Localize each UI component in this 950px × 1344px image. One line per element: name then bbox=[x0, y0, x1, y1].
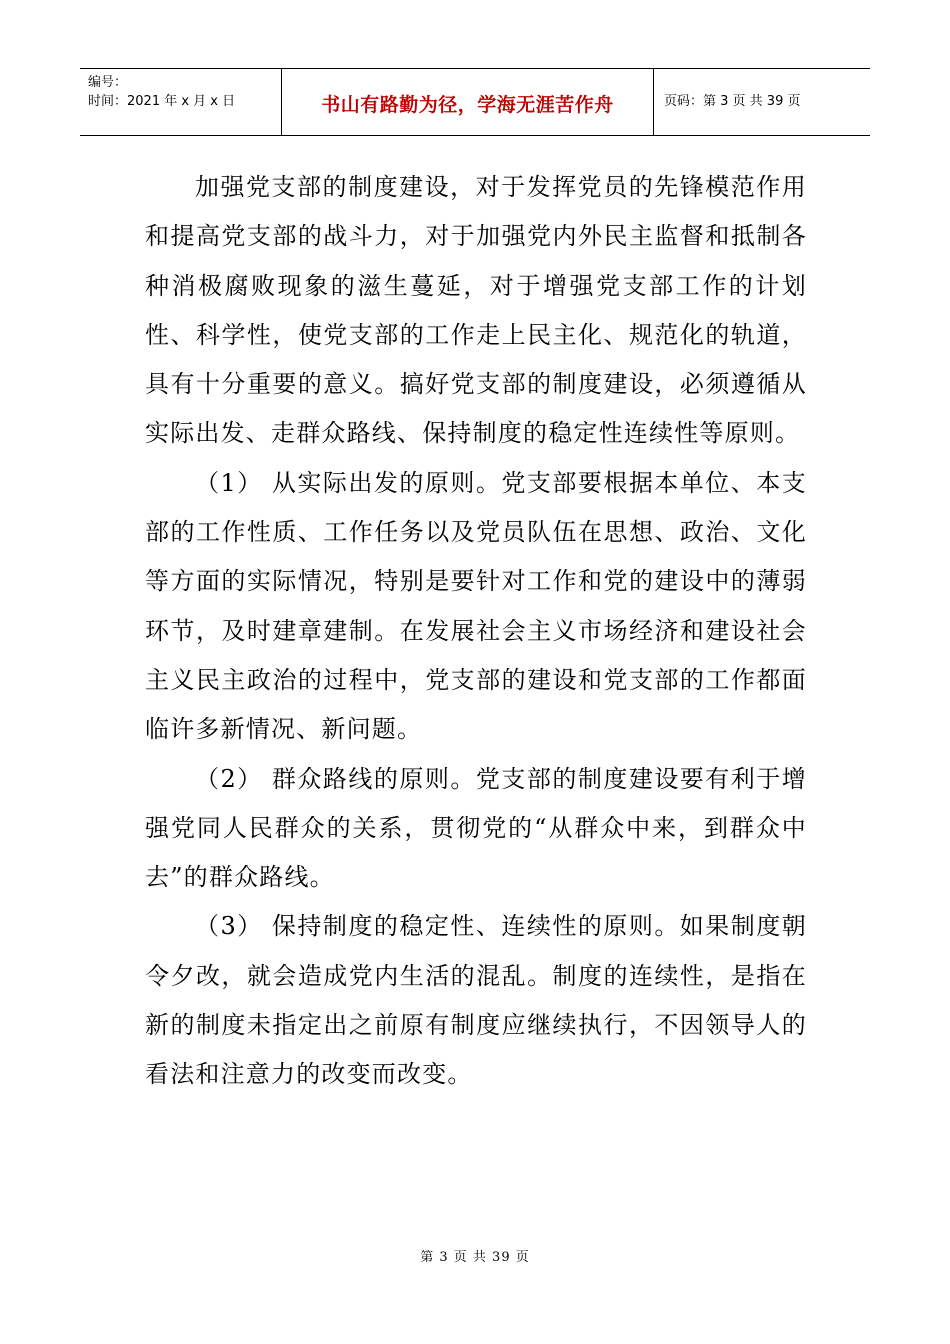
time-label: 时间：2021 年 x 月 x 日 bbox=[88, 94, 236, 109]
paragraph-intro: 加强党支部的制度建设，对于发挥党员的先锋模范作用和提高党支部的战斗力，对于加强党内外民主监督和抵制各种消极腐败现象的滋生蔓延，对于增强党支部工作的计划性、科学性，使党支部的工作走上民主化、规范化的轨道，具有十分重要的意义。搞好党支部的制度建设，必须遵循从实际出发、走群众路线、保持制度的稳定性连续性等原则。 bbox=[145, 173, 807, 448]
page-header bbox=[80, 68, 870, 136]
code-label: 编号： bbox=[88, 75, 128, 90]
page-footer: 第 3 页 共 39 页 bbox=[420, 1250, 530, 1265]
header-meta bbox=[80, 69, 282, 135]
document-body bbox=[145, 163, 807, 1100]
paragraph-principle-3: （3） 保持制度的稳定性、连续性的原则。如果制度朝令夕改，就会造成党内生活的混乱。制度的连续性，是指在新的制度未指定出之前原有制度应继续执行，不因领导人的看法和注意力的改变而改变。 bbox=[145, 912, 807, 1089]
page-info: 页码：第 3 页 共 39 页 bbox=[664, 94, 801, 109]
header-motto-cell bbox=[282, 69, 654, 135]
paragraph-principle-1: （1） 从实际出发的原则。党支部要根据本单位、本支部的工作性质、工作任务以及党员队伍在思想、政治、文化等方面的实际情况，特别是要针对工作和党的建设中的薄弱环节，及时建章建制。在发展社会主义市场经济和建设社会主义民主政治的过程中，党支部的建设和党支部的工作都面临许多新情况、新问题。 bbox=[145, 468, 807, 744]
motto: 书山有路勤为径，学海无涯苦作舟 bbox=[321, 94, 614, 116]
paragraph-principle-2: （2） 群众路线的原则。党支部的制度建设要有利于增强党同人民群众的关系，贯彻党的“从群众中来，到群众中去”的群众路线。 bbox=[145, 764, 807, 892]
